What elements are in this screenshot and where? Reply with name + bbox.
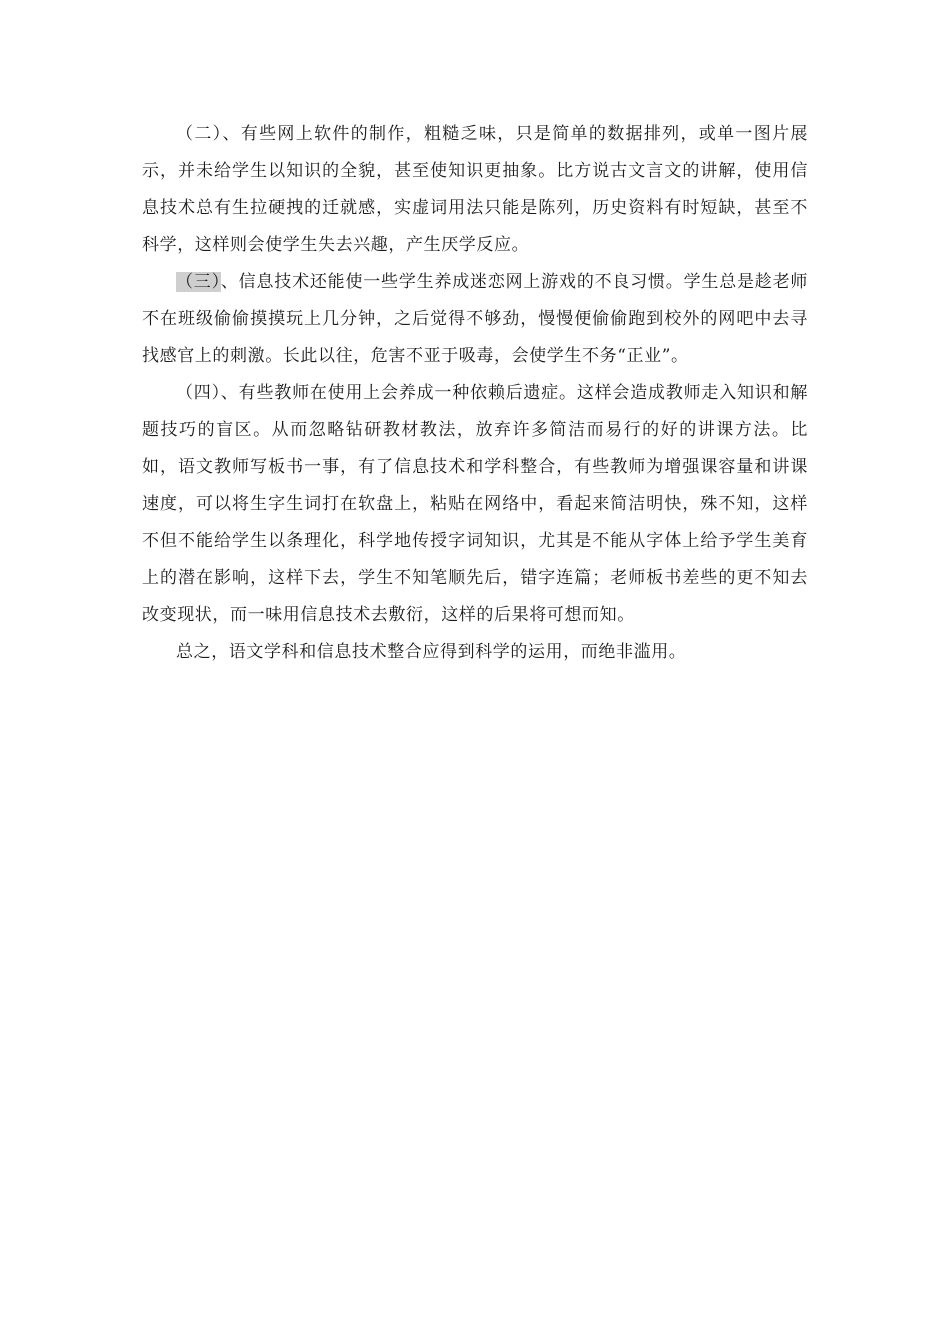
paragraph-text: 、信息技术还能使一些学生养成迷恋网上游戏的不良习惯。学生总是趁老师不在班级偷偷摸摸玩上几分钟，之后觉得不够劲，慢慢便偷偷跑到校外的网吧中去寻找感官上的刺激。长此以往，危害不亚于吸毒，会使学生不务“正业”。: [142, 272, 808, 366]
paragraph-text: （二）、有些网上软件的制作，粗糙乏味，只是简单的数据排列，或单一图片展示，并未给学生以知识的全貌，甚至使知识更抽象。比方说古文言文的讲解，使用信息技术总有生拉硬拽的迁就感，实虚词用法只能是陈列，历史资料有时短缺，甚至不科学，这样则会使学生失去兴趣，产生厌学反应。: [142, 124, 808, 255]
paragraph-text: 总之，语文学科和信息技术整合应得到科学的运用，而绝非滥用。: [176, 642, 687, 662]
paragraph-text: （四）、有些教师在使用上会养成一种依赖后遗症。这样会造成教师走入知识和解题技巧的盲区。从而忽略钻研教材教法，放弃许多简洁而易行的好的讲课方法。比如，语文教师写板书一事，有了信息技术和学科整合，有些教师为增强课容量和讲课速度，可以将生字生词打在软盘上，粘贴在网络中，看起来简洁明快，殊不知，这样不但不能给学生以条理化，科学地传授字词知识，尤其是不能从字体上给予学生美育上的潜在影响，这样下去，学生不知笔顺先后，错字连篇；老师板书差些的更不知去改变现状，而一味用信息技术去敷衍，这样的后果将可想而知。: [142, 383, 808, 625]
paragraph-three: [142, 264, 808, 375]
highlighted-heading-marker: （三）: [176, 272, 221, 292]
paragraph-four: [142, 375, 808, 634]
document-body: [142, 116, 808, 671]
paragraph-two: [142, 116, 808, 264]
paragraph-conclusion: [142, 634, 808, 671]
